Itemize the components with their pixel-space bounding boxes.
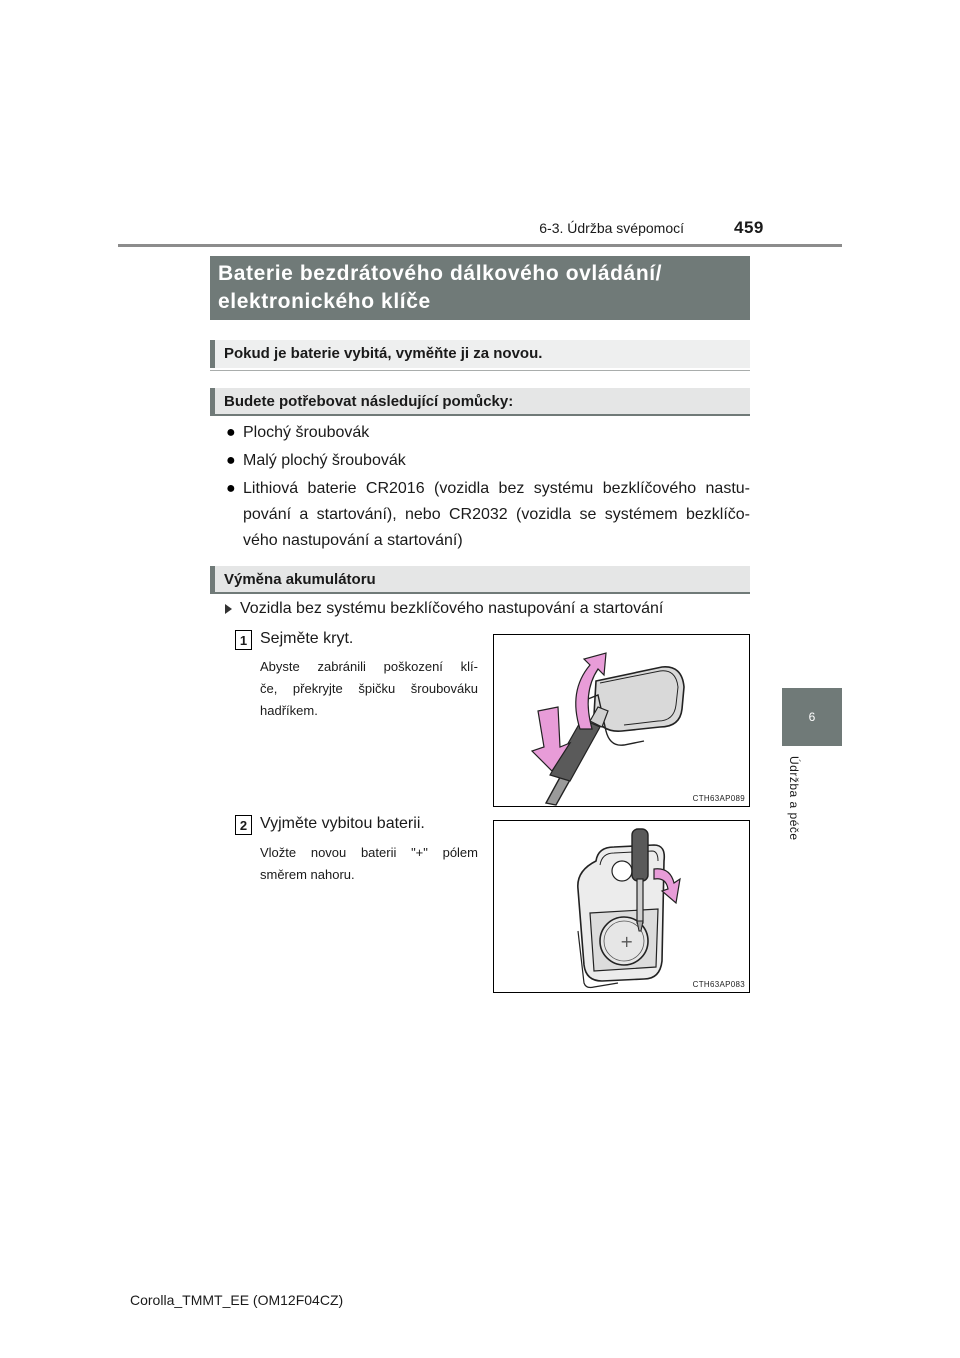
intro-underline xyxy=(210,370,750,371)
intro-bar xyxy=(210,340,750,368)
vehicle-subheading xyxy=(225,600,663,618)
intro-text: Pokud je baterie vybitá, vyměňte ji za novou. xyxy=(224,345,543,362)
page-title-line-2: elektronického klíče xyxy=(218,290,431,313)
page-title-line-1: Baterie bezdrátového dálkového ovládání/ xyxy=(218,262,663,285)
key-ring-hole xyxy=(612,861,632,881)
step-1-note-line: Abyste zabránili poškození klí- xyxy=(260,659,478,674)
figure-code: CTH63AP083 xyxy=(692,980,745,989)
page-title xyxy=(210,256,750,320)
bullet-icon: ● xyxy=(226,424,236,441)
footer-doc-id: Corolla_TMMT_EE (OM12F04CZ) xyxy=(130,1292,344,1308)
remove-battery-illustration xyxy=(494,821,750,993)
figure-remove-battery xyxy=(493,820,750,993)
step-2-note-line: Vložte novou baterii "+" pólem xyxy=(260,845,478,860)
replace-heading xyxy=(210,566,750,594)
step-1-note-line: če, překryjte špičku šroubováku xyxy=(260,681,478,696)
plus-mark: + xyxy=(620,932,634,951)
triangle-bullet-icon xyxy=(225,604,232,614)
chapter-label-container xyxy=(782,756,806,896)
tools-heading-text: Budete potřebovat následující pomůcky: xyxy=(224,393,514,410)
tool-item-line: Lithiová baterie CR2016 (vozidla bez systému bezklíčového nastu- xyxy=(243,480,750,497)
vehicle-subheading-text: Vozidla bez systému bezklíčového nastupování a startování xyxy=(240,600,664,617)
step-2-note xyxy=(260,842,478,886)
step-2-text: Vyjměte vybitou baterii. xyxy=(260,815,425,832)
bullet-icon: ● xyxy=(226,452,236,469)
tool-item-flat-screwdriver xyxy=(243,420,750,446)
tools-heading xyxy=(210,388,750,416)
figure-remove-cover xyxy=(493,634,750,807)
replace-heading-underline xyxy=(210,592,750,594)
page-number: 459 xyxy=(734,218,764,237)
chapter-number: 6 xyxy=(808,710,816,724)
tool-item-small-screwdriver xyxy=(243,448,750,474)
section-title: 6-3. Údržba svépomocí xyxy=(539,220,684,236)
tool-item-line: pování a startování), nebo CR2032 (vozidla se systémem bezklíčo- xyxy=(243,506,750,523)
replace-heading-text: Výměna akumulátoru xyxy=(224,571,376,588)
step-number-1: 1 xyxy=(235,630,252,650)
tool-item-battery xyxy=(243,476,750,554)
bullet-icon: ● xyxy=(226,480,236,497)
step-2-note-line: směrem nahoru. xyxy=(260,867,355,882)
tools-heading-underline xyxy=(210,414,750,416)
screwdriver-handle xyxy=(632,829,648,881)
tool-item-line: vého nastupování a startování) xyxy=(243,532,463,549)
tool-item-line: Plochý šroubovák xyxy=(243,424,370,441)
step-number-2: 2 xyxy=(235,815,252,835)
step-1-note xyxy=(260,656,478,722)
remove-cover-illustration xyxy=(494,635,750,807)
screwdriver-shaft xyxy=(637,879,643,923)
figure-code: CTH63AP089 xyxy=(692,794,745,803)
step-1-text: Sejměte kryt. xyxy=(260,630,354,647)
step-1-note-line: hadříkem. xyxy=(260,703,318,718)
tool-item-line: Malý plochý šroubovák xyxy=(243,452,406,469)
key-body xyxy=(594,667,684,731)
chapter-label: Údržba a péče xyxy=(787,756,801,841)
header-divider xyxy=(118,244,842,247)
chapter-tab xyxy=(782,688,842,746)
